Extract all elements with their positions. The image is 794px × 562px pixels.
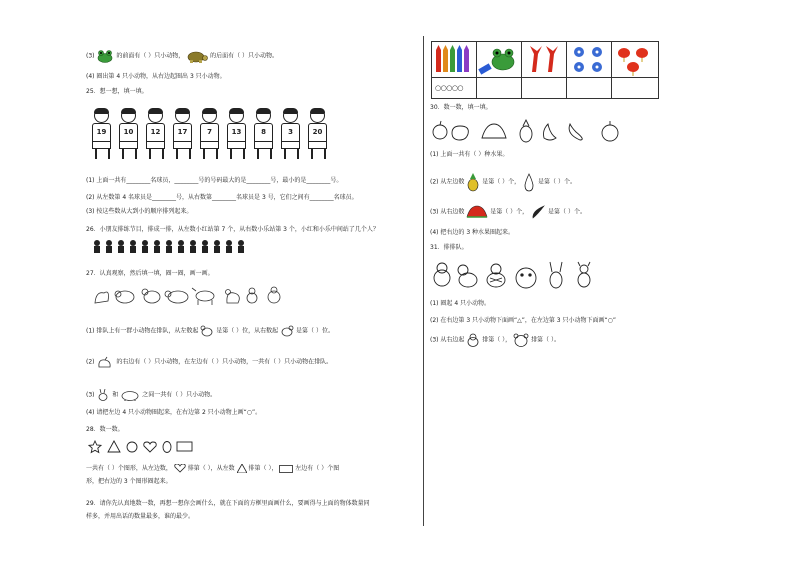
table-answer-cell-1 — [432, 78, 477, 98]
q30-1-text: (1) 上面一共有（ ）种水果。 — [430, 151, 509, 158]
counting-table — [431, 41, 659, 99]
oval-shape — [163, 442, 171, 453]
q30-3-text-b: 是第（ ）个， — [490, 208, 529, 216]
q30-3-text-c: 是第（ ）个。 — [548, 208, 586, 216]
q27-4-text: (4) 请把左边 4 只小动物圈起来，在右边第 2 只小动物上画“○”。 — [86, 409, 262, 416]
player-8: 3 — [281, 108, 299, 159]
frog-icon — [96, 49, 114, 63]
table-answer-cell-5[interactable] — [612, 78, 656, 98]
turtle-icon — [186, 49, 208, 63]
q28-text-c: 排第（ ）， — [248, 465, 278, 472]
bear-icon — [513, 333, 529, 347]
circles-row: ○○○○○ — [435, 84, 464, 92]
heart-shape — [144, 442, 156, 452]
banana-shape — [569, 124, 582, 140]
q30-2-text-c: 是第（ ）个。 — [538, 178, 576, 186]
q27-2-line — [86, 356, 332, 368]
mouse-icon — [200, 325, 214, 337]
q29-line2: 样多，并用出话的数量最多，谁的最少。 — [86, 513, 195, 520]
q27-3-label: (3) — [86, 391, 95, 399]
q24-3-text-a: 的前面有（ ）只小动物， — [116, 52, 185, 60]
player-4: 17 — [173, 108, 191, 159]
animals-row2-icon — [430, 260, 605, 292]
player-6: 13 — [227, 108, 245, 159]
crayons-icon — [432, 42, 476, 77]
q30-2-text-b: 是第（ ）个， — [482, 178, 521, 186]
table-cell-flowers — [567, 42, 612, 77]
watermelon-shape — [482, 124, 506, 138]
banana-icon — [530, 205, 546, 219]
q27-2-label: (2) — [86, 358, 95, 366]
q26-text: 26．小朋友排练节目，排成一排，从左数小红站第 7 个，从右数小乐站第 3 个，小红和小乐中间站了几个人？ — [86, 226, 379, 233]
q27-1-line — [86, 325, 334, 337]
q27-3-line — [86, 389, 216, 401]
q31-title: 31．排排队。 — [430, 244, 468, 251]
player-3: 12 — [146, 108, 164, 159]
q31-2-text: (2) 在右边第 3 只小动物下面画“△”，在左边第 3 只小动物下面画“○” — [430, 317, 616, 324]
pineapple-icon — [466, 172, 480, 192]
table-answer-cell-3[interactable] — [522, 78, 567, 98]
fruits-row-icon — [430, 118, 630, 144]
player-2: 10 — [119, 108, 137, 159]
apple-shape — [433, 125, 447, 139]
peach-shape — [452, 126, 468, 140]
q30-2-line — [430, 172, 576, 192]
table-cell-frog — [477, 42, 522, 77]
q31-3-line — [430, 333, 560, 347]
player-9: 20 — [308, 108, 326, 159]
q25-2-text: (2) 从左数第 4 名球员是________号，从右数第________名球员是 3 号，它们之间有________名球员。 — [86, 194, 358, 201]
dog-icon — [280, 325, 294, 337]
q27-1-text-b: 是第（ ）位，从右数起 — [216, 327, 279, 335]
rooster-icon — [96, 356, 114, 368]
pineapple-shape — [520, 126, 532, 142]
q28-text-b: 排第（ ），从左数 — [187, 465, 235, 472]
triangle-icon — [237, 464, 247, 473]
q25-1-text: (1) 上面一共有________名球员，________号的号码最大的是________号，最小的是________号。 — [86, 177, 343, 184]
table-answer-cell-4[interactable] — [567, 78, 612, 98]
q30-3-text-a: (3) 从右边数 — [430, 208, 465, 216]
q28-title: 28．数一数。 — [86, 426, 124, 433]
flowers-icon — [567, 42, 611, 77]
pear-shape — [544, 124, 557, 140]
q27-1-text-c: 是第（ ）位。 — [296, 327, 334, 335]
q24-3-label: (3) — [86, 52, 95, 60]
watermelon-icon — [466, 205, 488, 219]
q27-3-text: 之间一共有（ ）只小动物。 — [142, 391, 217, 399]
star-shape — [89, 441, 101, 453]
pig-icon — [120, 389, 140, 401]
q28-line2: 形，把右边的 3 个图形圈起来。 — [86, 478, 172, 485]
triangle-shape — [108, 441, 120, 452]
q30-3-line — [430, 205, 586, 219]
q27-title: 27．认真观察，然后填一填，圈一圈，画一画。 — [86, 270, 214, 277]
player-7: 8 — [254, 108, 272, 159]
table-cell-lanterns — [612, 42, 656, 77]
players-row — [92, 108, 332, 168]
table-cell-crayfish — [522, 42, 567, 77]
children-row-icon — [92, 239, 272, 257]
q29-line1: 29．请你先认真地数一数，再想一想你会画什么，就在下面的方框里面画什么，要画得与上面的物体数量同 — [86, 500, 370, 507]
table-cell-crayons — [432, 42, 477, 77]
column-divider — [423, 36, 424, 526]
q24-line3 — [86, 49, 278, 63]
frog-icon — [477, 42, 521, 77]
q28-line1 — [86, 464, 339, 473]
q30-2-text-a: (2) 从左边数 — [430, 178, 465, 186]
player-1: 19 — [92, 108, 110, 159]
pumpkin-shape — [602, 125, 618, 141]
q28-text-d: 左边有（ ）个图 — [295, 465, 340, 472]
q31-3-text-a: (3) 从右边起 — [430, 336, 465, 344]
shapes-row-icon — [88, 440, 198, 454]
rectangle-shape — [177, 442, 192, 451]
pear-icon — [522, 172, 536, 192]
q31-3-text-b: 排第（ ）， — [482, 336, 512, 344]
q25-title: 25．想一想，填一填。 — [86, 88, 148, 95]
tiger-icon — [466, 333, 480, 347]
table-answer-cell-2[interactable] — [477, 78, 522, 98]
q27-3-text-and: 和 — [112, 391, 119, 399]
animals-row-icon — [92, 285, 302, 307]
player-5: 7 — [200, 108, 218, 159]
q28-text-a: 一共有（ ）个图形，从左边数， — [86, 465, 172, 472]
q31-3-text-c: 排第（ ）。 — [531, 336, 560, 344]
rabbit-icon — [96, 389, 110, 401]
heart-icon — [174, 464, 186, 473]
q30-4-text: (4) 把右边的 3 种水果圈起来。 — [430, 229, 515, 236]
q30-title: 30．数一数，填一填。 — [430, 104, 492, 111]
q24-4-text: (4) 圈出第 4 只小动物，从右边起圈出 3 只小动物。 — [86, 73, 226, 80]
lanterns-icon — [612, 42, 656, 77]
crayfish-icon — [522, 42, 566, 77]
table-answer-row — [432, 77, 658, 98]
q31-1-text: (1) 圈起 4 只小动物。 — [430, 300, 491, 307]
q27-1-text-a: (1) 排队上有一群小动物在排队，从左数起 — [86, 327, 199, 335]
q24-3-text-b: 的后面有（ ）只小动物。 — [210, 52, 279, 60]
rectangle-icon — [279, 465, 293, 473]
circle-shape — [127, 442, 137, 452]
q27-2-text: 的右边有（ ）只小动物，在左边有（ ）只小动物，一共有（ ）只小动物在排队。 — [116, 358, 333, 366]
q25-3-text: (3) 按这些数从大到小的顺序排列起来。 — [86, 208, 193, 215]
